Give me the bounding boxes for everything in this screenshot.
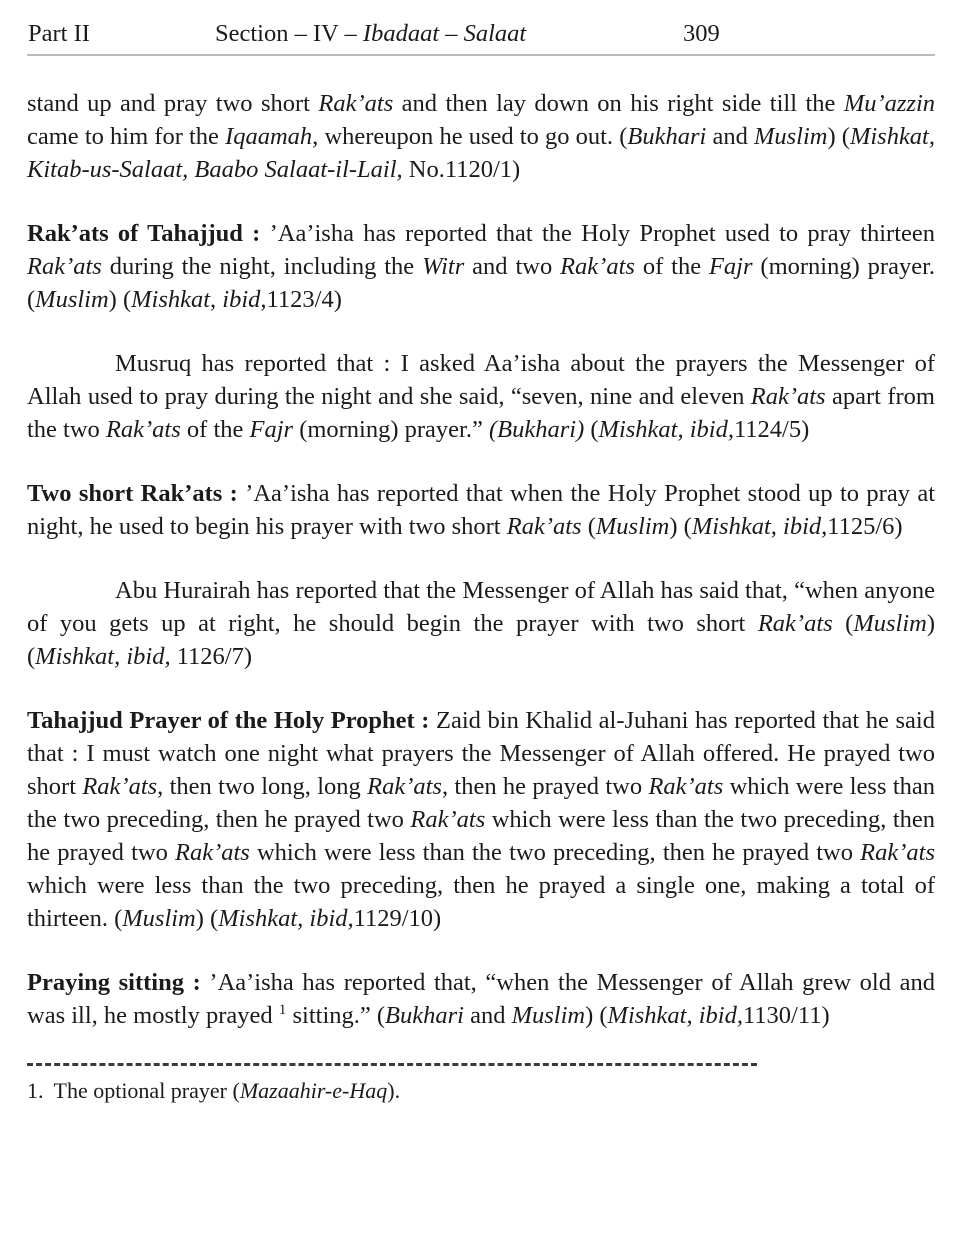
header-section-title: Section – IV – Ibadaat – Salaat xyxy=(215,20,527,47)
page-header xyxy=(27,20,935,54)
paragraph: Praying sitting : ’Aa’isha has reported that, “when the Messenger of Allah grew old and was ill, he mostly prayed $^1$ sitting.” (Bukhari and Muslim) (Mishkat, ibid,1130/11) xyxy=(27,969,935,1029)
page-number: 309 xyxy=(683,20,720,47)
footnote-number: 1. xyxy=(27,1078,44,1103)
paragraph: Two short Rak’ats : ’Aa’isha has reported that when the Holy Prophet stood up to pray at night, he used to begin his prayer with two short Rak’ats (Muslim) (Mishkat, ibid,1125/6) xyxy=(27,480,935,540)
paragraph: Abu Hurairah has reported that the Messenger of Allah has said that, “when anyone of you gets up at right, he should begin the prayer with two short Rak’ats (Muslim) (Mishkat, ibid, 1126/7) xyxy=(27,577,935,670)
page-content xyxy=(27,87,935,1032)
paragraph: Musruq has reported that : I asked Aa’isha about the prayers the Messenger of Allah used to pray during the night and she said, “seven, nine and eleven Rak’ats apart from the two Rak’ats of the Fajr (morning) prayer.” (Bukhari) (Mishkat, ibid,1124/5) xyxy=(27,350,935,443)
paragraph: Rak’ats of Tahajjud : ’Aa’isha has reported that the Holy Prophet used to pray thirteen Rak’ats during the night, including the Witr and two Rak’ats of the Fajr (morning) prayer. (Muslim) (Mishkat, ibid,1123/4) xyxy=(27,220,935,313)
header-part-label: Part II xyxy=(28,20,90,47)
footnote-text: The optional prayer (Mazaahir-e-Haq). xyxy=(53,1078,401,1103)
paragraph: Tahajjud Prayer of the Holy Prophet : Zaid bin Khalid al-Juhani has reported that he said that : I must watch one night what prayers the Messenger of Allah offered. He prayed two short Rak’ats, then two long, long Rak’ats, then he prayed two Rak’ats which were less than the two preceding, then he prayed two Rak’ats which were less than the two preceding, then he prayed two Rak’ats which were less than the two preceding, then he prayed two Rak’ats which were less than the two preceding, then he prayed a single one, making a total of thirteen. (Muslim) (Mishkat, ibid,1129/10) xyxy=(27,707,935,932)
footnote xyxy=(27,1076,935,1106)
footnote-separator xyxy=(27,1063,757,1066)
paragraph: stand up and pray two short Rak’ats and then lay down on his right side till the Mu’azzin came to him for the Iqaamah, whereupon he used to go out. (Bukhari and Muslim) (Mishkat, Kitab-us-Salaat, Baabo Salaat-il-Lail, No.1120/1) xyxy=(27,90,936,183)
header-rule xyxy=(27,54,935,56)
